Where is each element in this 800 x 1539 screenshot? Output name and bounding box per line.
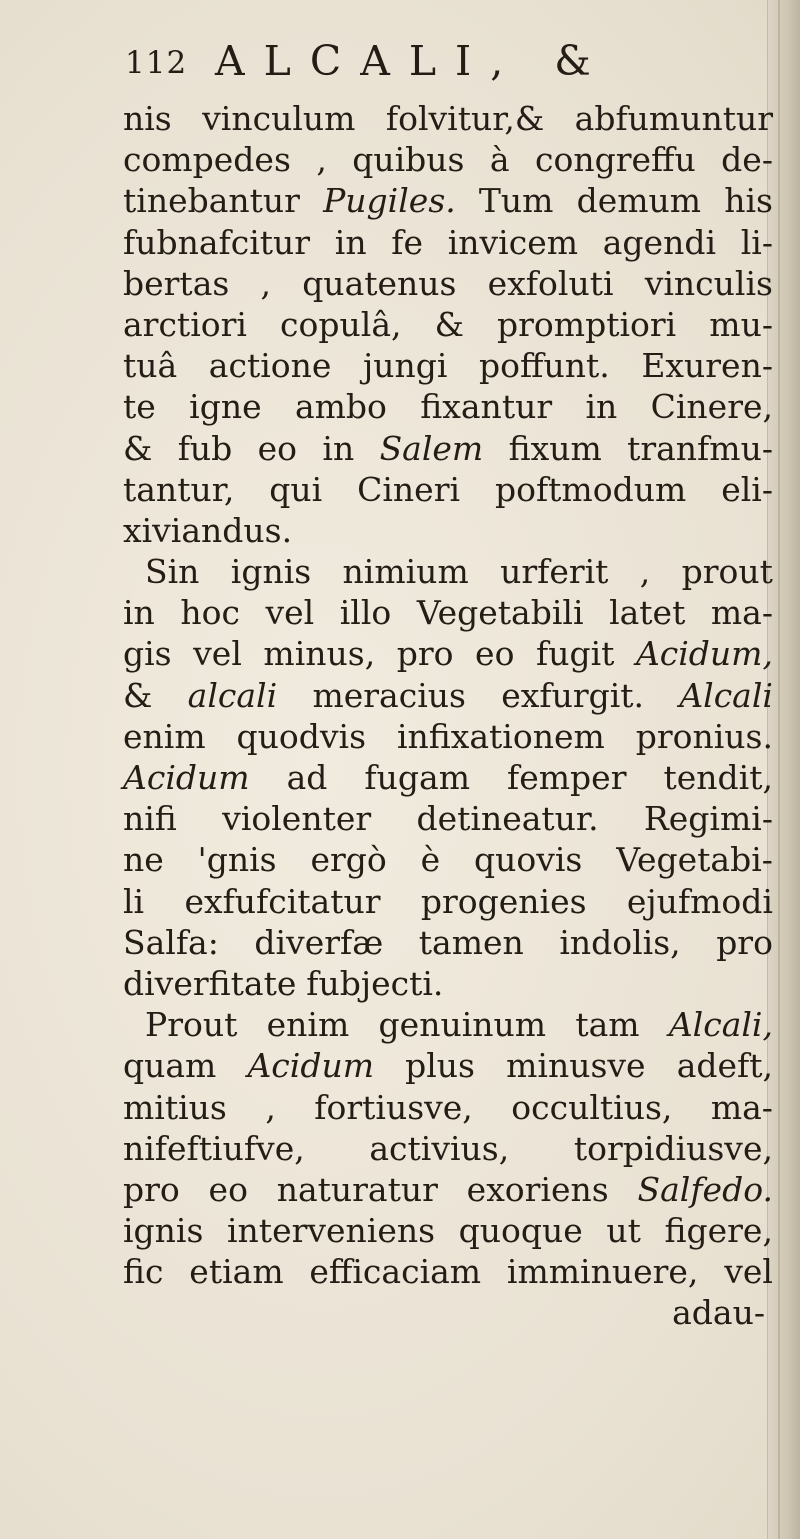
word: nifeftiufve, <box>123 1128 305 1168</box>
word: in <box>123 593 155 633</box>
word: eo <box>208 1169 248 1209</box>
word: diverfæ <box>254 922 384 962</box>
text-line <box>123 592 773 633</box>
word: congreffu <box>535 140 696 180</box>
text-line <box>123 304 773 345</box>
word: detineatur. <box>416 799 599 839</box>
word: illo <box>339 593 392 633</box>
word: , <box>639 552 651 592</box>
word: exfurgit. <box>501 675 645 715</box>
word: fugit <box>535 634 615 674</box>
word: ignis <box>230 552 312 592</box>
word: fixantur <box>420 387 553 427</box>
text-line <box>123 881 773 922</box>
word: femper <box>507 758 627 797</box>
italic-word: Pugiles. <box>323 181 456 221</box>
word: , <box>265 1087 276 1127</box>
word: tamen <box>418 922 524 962</box>
word: in <box>585 387 618 427</box>
text-line <box>123 263 773 304</box>
word: ma- <box>710 1087 773 1127</box>
word: fubjecti. <box>306 963 444 1003</box>
italic-word: Salem <box>379 428 484 468</box>
word: nifi <box>123 799 177 839</box>
word: xiviandus. <box>123 510 293 550</box>
word: figere, <box>664 1211 773 1251</box>
word: infixationem <box>396 716 605 756</box>
word: & <box>434 304 464 344</box>
body-text <box>123 98 773 1334</box>
word: invicem <box>447 222 579 262</box>
word: arctiori <box>123 304 247 344</box>
word: gis <box>123 634 172 674</box>
word: actione <box>208 346 332 386</box>
word: fic <box>123 1252 164 1292</box>
word: Prout <box>145 1005 238 1045</box>
text-line <box>123 1087 773 1128</box>
word: plus <box>405 1046 475 1086</box>
word: 'gnis <box>197 840 277 880</box>
word: ambo <box>294 387 387 427</box>
italic-word: alcali <box>187 675 278 715</box>
word: torpidiusve, <box>573 1128 773 1168</box>
word: efficaciam <box>309 1252 482 1292</box>
text-line <box>123 963 773 1004</box>
word: tuâ <box>123 346 178 386</box>
text-line <box>123 469 773 510</box>
text-line <box>123 386 773 427</box>
word: in <box>322 428 355 468</box>
word: imminuere, <box>506 1252 699 1292</box>
word: quatenus <box>302 263 457 303</box>
word: vel <box>265 593 315 633</box>
word: jungi <box>363 346 448 386</box>
word: nis <box>123 99 172 138</box>
word: mu- <box>709 304 773 344</box>
word: Vegetabili <box>416 593 584 633</box>
word: urferit <box>500 552 609 592</box>
word: progenies <box>420 881 587 921</box>
word: eo <box>475 634 515 674</box>
word: interveniens <box>227 1211 436 1251</box>
text-line <box>123 180 773 221</box>
word: vinculum <box>202 99 356 138</box>
word: prout <box>681 552 773 592</box>
word: mitius <box>123 1087 227 1127</box>
word: promptiori <box>497 304 677 344</box>
word: nimium <box>342 552 469 592</box>
text-line <box>123 1169 773 1210</box>
word: ejufmodi <box>626 881 773 921</box>
word: minus, <box>263 634 376 674</box>
page-number: 112 <box>125 45 188 81</box>
word: compedes <box>123 140 291 180</box>
word: eo <box>257 428 298 468</box>
word: li- <box>740 222 773 262</box>
word: ad <box>286 758 328 797</box>
word: quam <box>123 1046 217 1086</box>
word: his <box>724 181 773 221</box>
word: in <box>334 222 367 262</box>
word: Tum <box>478 181 554 221</box>
word: meracius <box>312 675 466 715</box>
word: fe <box>391 222 424 262</box>
word: li <box>123 881 145 921</box>
word: , <box>316 140 327 180</box>
word: Salfa: <box>123 922 219 962</box>
word: folvitur,& <box>385 99 545 138</box>
running-title: ALCALI, & <box>215 37 610 85</box>
text-line <box>123 222 773 263</box>
word: vel <box>193 634 242 674</box>
word: quoque <box>458 1211 583 1251</box>
word: adeft, <box>676 1046 773 1086</box>
word: qui <box>269 469 323 509</box>
word: igne <box>189 387 262 427</box>
word: pro <box>123 1169 180 1209</box>
word: te <box>123 387 156 427</box>
gutter-fold <box>778 0 780 1539</box>
word: tranfmu- <box>627 428 773 468</box>
word: ne <box>123 840 164 880</box>
text-line <box>123 1251 773 1292</box>
italic-word: Alcali <box>679 675 773 715</box>
word: minusve <box>506 1046 646 1086</box>
word: quibus <box>352 140 465 180</box>
text-line <box>123 98 773 139</box>
word: indolis, <box>559 922 681 962</box>
word: fubnafcitur <box>123 222 311 262</box>
word: è <box>420 840 441 880</box>
word: exfufcitatur <box>184 881 381 921</box>
text-line <box>123 1128 773 1169</box>
word: exoriens <box>466 1169 609 1209</box>
word: pro <box>396 634 454 674</box>
word: pronius. <box>635 716 773 756</box>
italic-word: Acidum <box>247 1046 375 1086</box>
text-line <box>123 139 773 180</box>
text-line <box>123 675 773 716</box>
word: agendi <box>602 222 717 262</box>
word: pro <box>716 922 773 962</box>
word: de- <box>721 140 773 180</box>
word: & <box>123 675 153 715</box>
text-line <box>123 757 773 798</box>
text-line <box>123 839 773 880</box>
word: Sin <box>145 552 200 592</box>
text-line <box>123 716 773 757</box>
word: tam <box>575 1005 640 1045</box>
text-line <box>123 922 773 963</box>
word: fub <box>177 428 233 468</box>
text-line <box>123 551 773 592</box>
text-line <box>123 798 773 839</box>
text-line <box>123 1210 773 1251</box>
word: fortiusve, <box>314 1087 473 1127</box>
word: Regimi- <box>643 799 773 839</box>
text-line <box>123 1045 773 1086</box>
page-header <box>125 35 685 95</box>
word: genuinum <box>378 1005 547 1045</box>
word: enim <box>123 716 206 756</box>
text-line <box>123 510 773 551</box>
word: poftmodum <box>494 469 687 509</box>
word: Cinere, <box>650 387 773 427</box>
word: abfumuntur <box>574 99 773 138</box>
word: enim <box>266 1005 350 1045</box>
word: Exuren- <box>641 346 773 386</box>
word: ut <box>606 1211 641 1251</box>
word: latet <box>609 593 686 633</box>
word: à <box>489 140 510 180</box>
text-line <box>123 1004 773 1045</box>
word: etiam <box>189 1252 284 1292</box>
word: diverfitate <box>123 963 297 1003</box>
word: violenter <box>222 799 372 839</box>
word: eli- <box>721 469 773 509</box>
text-line <box>123 633 773 674</box>
word: ma- <box>710 593 773 633</box>
word: hoc <box>180 593 240 633</box>
italic-word: Acidum, <box>635 634 773 674</box>
word: occultius, <box>511 1087 673 1127</box>
word: vel <box>724 1252 773 1292</box>
word: fugam <box>364 758 470 797</box>
text-line <box>123 428 773 469</box>
text-line <box>123 345 773 386</box>
word: & <box>123 428 153 468</box>
word: poffunt. <box>479 346 610 386</box>
word: tendit, <box>663 758 773 797</box>
catchword-line <box>123 1292 773 1333</box>
word: tantur, <box>123 469 235 509</box>
word: demum <box>576 181 702 221</box>
word: Vegetabi- <box>616 840 773 880</box>
word: bertas <box>123 263 230 303</box>
italic-word: Acidum <box>123 758 250 797</box>
word: activius, <box>369 1128 510 1168</box>
catchword: adau- <box>672 1293 765 1333</box>
word: , <box>260 263 271 303</box>
word: naturatur <box>276 1169 438 1209</box>
word: ignis <box>123 1211 204 1251</box>
word: quovis <box>473 840 583 880</box>
italic-word: Alcali, <box>668 1005 773 1045</box>
word: quodvis <box>236 716 367 756</box>
word: copulâ, <box>280 304 402 344</box>
word: tinebantur <box>123 181 300 221</box>
word: fixum <box>508 428 602 468</box>
italic-word: Salfedo. <box>637 1169 773 1209</box>
word: ergò <box>310 840 387 880</box>
word: vinculis <box>644 263 773 303</box>
word: exfoluti <box>487 263 614 303</box>
word: Cineri <box>357 469 461 509</box>
